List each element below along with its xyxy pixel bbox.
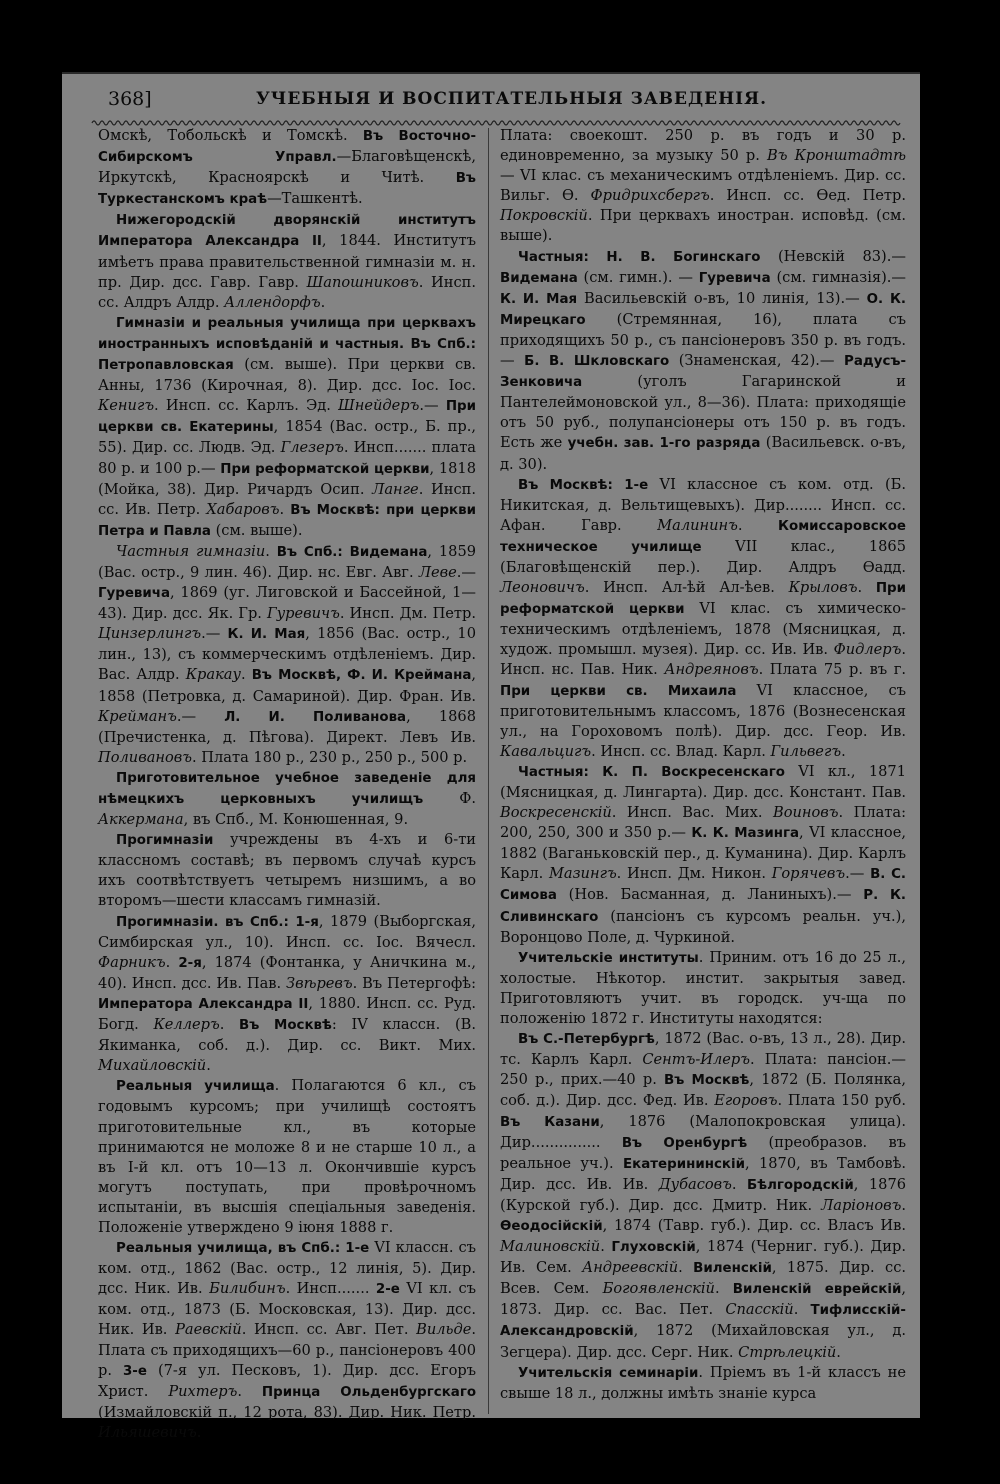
running-title: УЧЕБНЫЯ И ВОСПИТАТЕЛЬНЫЯ ЗАВЕДЕНІЯ. <box>256 89 767 109</box>
text-run: . <box>206 1057 211 1075</box>
text-run: : IV классн. (В. Якиманка, соб. д.). Дир. сс. Викт. Мих. <box>98 1016 477 1055</box>
text-run: (см. выше). <box>210 521 303 539</box>
italic-run: Фидлеръ <box>833 641 902 659</box>
bold-run: Гуревича <box>98 586 171 602</box>
text-run: . <box>678 1259 694 1277</box>
bold-run: При реформатской церкви <box>500 581 906 618</box>
italic-run: Малиновскій <box>500 1238 601 1256</box>
italic-run: Горячевъ <box>771 865 846 883</box>
text-run: , 1818 (Мойка, 38). Дир. Ричардъ Осип. <box>98 459 477 498</box>
paragraph <box>98 210 476 312</box>
text-run: VI классн. съ ком. отд., 1862 (Вас. остр., 12 линія, 5). Дир. дсс. Ник. Ив. <box>98 1239 476 1298</box>
italic-run: Вильде <box>416 1321 472 1339</box>
text-run: (пансіонъ съ курсомъ реальн. уч.), Воронцово Поле, д. Чуркиной. <box>500 907 906 946</box>
text-run: , VI классное, 1882 (Ваганьковскій пер., д. Куманина). Дир. Карлъ Карл. <box>500 824 906 883</box>
italic-run: Ларіоновъ <box>821 1196 902 1214</box>
paragraph <box>500 948 906 1029</box>
text-run: . <box>793 1301 811 1319</box>
bold-run: Виленскій <box>693 1261 772 1277</box>
italic-run: Шнейдеръ <box>338 397 420 415</box>
column-divider <box>488 128 489 1414</box>
italic-run: Мазингъ <box>548 865 617 883</box>
italic-run: Крейманъ <box>98 707 177 725</box>
text-run: VI кл. съ ком. отд., 1873 (Б. Московская, 13). Дир. дсс. Ник. Ив. <box>98 1280 477 1339</box>
bold-run: Виленскій еврейскій <box>732 1282 902 1298</box>
text-run: , 1844. Институтъ имѣетъ права правительственной гимназіи м. н. пр. Дир. дсс. Гавр. Гавр. <box>98 232 476 291</box>
italic-run: Келлеръ <box>153 1016 220 1034</box>
bold-run: Р. К. Сливинскаго <box>500 888 906 925</box>
text-run: , 1869 (уг. Лиговской и Бассейной, 1—43). Дир. дсс. Як. Гр. <box>98 584 476 623</box>
text-run: , 1874 (Фонтанка, у Аничкина м., 40). Инсп. дсс. Ив. Пав. <box>98 953 476 992</box>
bold-run: Б. В. Шкловскаго <box>524 354 670 370</box>
paragraph <box>500 1029 906 1363</box>
text-run: . <box>600 1238 612 1256</box>
text-run: (Стремянная, 16), плата съ приходящихъ 50 р., съ пансіонеровъ 350 р. въ годъ.— <box>500 310 906 370</box>
bold-run: Приготовительное учебное заведеніе для нѣмецкихъ церковныхъ училищъ <box>98 770 476 807</box>
text-run: (Измайловскій п., 12 рота, 83). Дир. Ник. Петр. <box>98 1403 476 1421</box>
text-run: (уголъ Гагаринской и Пантелеймоновской ул., 8—36). Плата: приходящіе отъ 50 руб., полупансіонеры отъ 150 р. въ годъ. Есть же <box>500 373 906 452</box>
italic-run: Кавальцигъ <box>500 742 592 760</box>
bold-run: Частныя: К. П. Воскресенскаго <box>518 764 785 780</box>
italic-run: Михайловскій <box>98 1057 207 1075</box>
bold-run: Екатерининскій <box>623 1156 745 1172</box>
text-run: Омскѣ, Тобольскѣ и Томскѣ. <box>98 127 363 144</box>
bold-run: Радусъ-Зенковича <box>500 354 906 391</box>
bold-run: К. И. Мая <box>500 291 578 307</box>
page-top-rule <box>62 72 920 74</box>
text-run: . <box>240 666 252 684</box>
text-run: . Инсп. нс. Пав. Ник. <box>500 641 906 679</box>
text-run: (7-я ул. Песковъ, 1). Дир. дсс. Егоръ Христ. <box>98 1361 476 1400</box>
text-run: (Знаменская, 42).— <box>669 352 845 370</box>
italic-run: Глезеръ <box>280 439 344 457</box>
text-run: . <box>731 1175 748 1193</box>
bold-run: Въ Казани <box>500 1114 600 1130</box>
text-run: .— <box>201 625 228 643</box>
text-run: VII клас., 1865 (Благовѣщенскій пер.). Дир. Алдръ Ѳадд. <box>500 537 906 576</box>
text-run: , 1874 (Тавр. губ.). Дир. сс. Власъ Ив. <box>602 1216 906 1234</box>
text-run: — VI клас. съ механическимъ отдѣленіемъ. Дир. сс. Вильг. Ѳ. <box>500 167 906 205</box>
text-run: . Инсп. сс. Влад. Карл. <box>591 742 771 760</box>
text-run: . Инсп. Дм. Никон. <box>616 865 772 883</box>
italic-run: Гильвегъ <box>770 742 842 760</box>
text-run: VI классное съ ком. отд. (Б. Никитская, д. Вельтищевыхъ). Дир........ Инсп. сс. Афан. Гавр. <box>500 475 906 534</box>
text-run: , 1876 (Малопокровская улица). Дир............... <box>500 1112 906 1151</box>
italic-run: Поливановъ <box>98 748 193 766</box>
italic-run: Рихтеръ <box>168 1382 238 1400</box>
paragraph <box>98 912 476 1077</box>
italic-run: Андреяновъ <box>664 661 759 679</box>
text-run: . Инсп....... плата 80 р. и 100 р.— <box>98 439 476 477</box>
italic-run: Богоявленскій <box>602 1280 715 1298</box>
bold-run: Въ Москвѣ: при церкви Петра и Павла <box>98 502 476 539</box>
text-run: , 1859 (Вас. остр., 9 лин. 46). Дир. нс. Евг. Авг. <box>98 542 477 581</box>
text-run: . Инсп. сс. Ѳед. Петр. <box>709 187 906 205</box>
text-run: Ф. <box>423 790 476 807</box>
text-run: . Инсп. сс. Авг. Пет. <box>241 1321 417 1339</box>
italic-run: Билибинъ <box>209 1280 286 1298</box>
italic-run: Покровскій <box>500 207 588 225</box>
text-run: . <box>196 1423 202 1441</box>
bold-run: Въ Оренбургѣ <box>621 1135 748 1151</box>
italic-run: Леоновичъ <box>500 579 585 597</box>
bold-run: К. И. Мая <box>227 627 306 643</box>
bold-run: Тифлисскій-Александровскій <box>500 1303 906 1340</box>
text-run: .— <box>176 707 225 725</box>
text-run: , 1874 (Черниг. губ.). Дир. Ив. Сем. <box>500 1238 906 1277</box>
bold-run: Въ Москвѣ <box>239 1018 332 1034</box>
text-run: . <box>320 293 326 311</box>
text-run: . <box>265 542 277 560</box>
italic-run: Стрѣлецкій <box>738 1343 837 1361</box>
bold-run: 2-я <box>178 955 202 971</box>
paragraph <box>500 247 906 475</box>
text-run: , 1858 (Петровка, д. Самариной). Дир. Фран. Ив. <box>98 666 476 705</box>
text-run: . Плата: 200, 250, 300 и 350 р.— <box>500 804 906 842</box>
paragraph <box>98 830 476 911</box>
text-run: . <box>836 1343 841 1361</box>
text-run: VI кл., 1871 (Мясницкая, д. Лингарта). Дир. дсс. Констант. Пав. <box>500 762 906 801</box>
text-run: —Ташкентѣ. <box>267 190 363 208</box>
italic-run: Частныя гимназіи <box>116 542 266 560</box>
paragraph <box>98 768 476 830</box>
bold-run: Ѳеодосійскій <box>500 1218 603 1234</box>
italic-run: Малининъ <box>657 516 738 534</box>
italic-run: Хабаровъ <box>206 500 280 518</box>
text-run: . Плата 180 р., 230 р., 250 р., 500 р. <box>192 748 468 766</box>
page-number: 368] <box>108 88 152 110</box>
bold-run: Въ Москвѣ, Ф. И. Креймана <box>251 668 472 684</box>
text-run: . Приним. отъ 16 до 25 л., холостые. Нѣкотор. инстит. закрытыя завед. Приготовляютъ учит. въ городск. уч-ща по положенію 1872 г. Институты находятся: <box>500 948 907 1028</box>
text-run: , 1873. Дир. сс. Вас. Пет. <box>500 1280 907 1319</box>
text-run: . Инсп. Дм. Петр. <box>339 605 476 623</box>
text-run: . Плата 150 руб. <box>777 1092 906 1110</box>
text-run: , 1880. Инсп. сс. Руд. Богд. <box>98 994 476 1034</box>
text-run: , 1879 (Выборгская, Симбирская ул., 10). Инсп. сс. Іос. Вячесл. <box>98 912 476 951</box>
text-run: VI классное, съ приготовительнымъ классомъ, 1876 (Вознесенская ул., на Гороховомъ полѣ). Дир. дсс. Геор. Ив. <box>500 681 906 740</box>
bold-run: Въ Спб.: Видемана <box>276 544 428 560</box>
text-run: , въ Спб., М. Конюшенная, 9. <box>183 811 409 829</box>
bold-run: Въ Туркестанскомъ краѣ <box>98 171 476 208</box>
bold-run: Частныя: Н. В. Богинскаго <box>518 249 761 265</box>
italic-run: Леве <box>418 563 457 581</box>
text-run: . Пріемъ въ 1-й классъ не свыше 18 л., должны имѣть знаніе курса <box>500 1363 906 1402</box>
italic-run: Аллендорфъ <box>224 293 321 311</box>
italic-run: Ильяшевичъ <box>98 1423 197 1441</box>
text-run: , 1872 (Михайловская ул., д. Зегцера). Дир. дсс. Серг. Ник. <box>500 1322 906 1361</box>
bold-run: К. К. Мазинга <box>691 826 800 842</box>
text-run: (преобразов. въ реальное уч.). <box>500 1133 906 1172</box>
bold-run: Гимназіи и реальныя училища при церквахъ иностранныхъ исповѣданій и частныя. Въ Спб.: Петропавловская <box>98 315 476 374</box>
italic-run: Въ Кронштадтѣ <box>767 147 906 165</box>
bold-run: Прогимназіи <box>116 833 214 849</box>
text-run: . Инсп. сс. Алдръ Алдр. <box>98 273 476 311</box>
text-run: . Плата: пансіон.—250 р., прих.—40 р. <box>500 1051 906 1089</box>
text-run: . Плата съ приходящихъ—60 р., пансіонеровъ 400 р. <box>98 1321 476 1379</box>
bold-run: Бѣлгородскій <box>747 1177 854 1193</box>
bold-run: Нижегородскій дворянскій институтъ Императора Александра II <box>98 213 476 250</box>
paragraph <box>500 475 906 762</box>
text-run: . <box>714 1280 733 1298</box>
paragraph <box>98 126 476 210</box>
text-run: . При церквахъ иностран. исповѣд. (см. выше). <box>500 207 906 245</box>
italic-run: Фарникъ <box>98 953 166 971</box>
text-run: . Инсп. сс. Карлъ. Эд. <box>154 397 339 415</box>
italic-run: Шапошниковъ <box>306 273 419 291</box>
bold-run: Реальныя училища, въ Спб.: 1-е <box>116 1241 370 1257</box>
text-run: , 1875. Дир. сс. Всев. Сем. <box>500 1259 907 1298</box>
text-run: . <box>901 1196 906 1214</box>
italic-run: Звѣревъ <box>285 974 353 992</box>
paragraph <box>98 542 476 768</box>
text-run: . Плата 75 р. въ г. <box>758 661 906 679</box>
italic-run: Сентъ-Илеръ <box>642 1051 750 1069</box>
bold-run: учебн. зав. 1-го разряда <box>567 436 761 452</box>
italic-run: Егоровъ <box>714 1092 778 1110</box>
text-run: —Благовѣщенскѣ, Иркутскѣ, Красноярскѣ и Читѣ. <box>98 148 476 187</box>
text-run: . Инсп. Вас. Мих. <box>611 804 773 822</box>
bold-run: Въ С.-Петербургѣ <box>518 1032 655 1048</box>
italic-run: Аккермана <box>98 811 184 829</box>
text-run: VI клас. съ химическо-техническимъ отдѣленіемъ, 1878 (Мясницкая, д. худож. промышл. музея). Дир. сс. Ив. Ив. <box>500 600 906 659</box>
text-run: . <box>857 579 876 597</box>
text-run: . <box>737 516 779 534</box>
bold-run: Реальныя училища <box>116 1079 275 1095</box>
text-run: , 1870, въ Тамбовѣ. Дир. дсс. Ив. Ив. <box>500 1154 907 1193</box>
bold-run: 2-е <box>375 1282 400 1298</box>
text-run: , 1872 (Вас. о-въ, 13 л., 28). Дир. тс. Карлъ Карл. <box>500 1030 906 1069</box>
left-column <box>98 126 477 1441</box>
text-run: (Нов. Басманная, д. Ланиныхъ).— <box>556 886 864 904</box>
bold-run: Прогимназіи. въ Спб.: 1-я <box>116 914 319 930</box>
text-run: . Инсп. Ал-ѣй Ал-ѣев. <box>584 579 789 597</box>
italic-run: Спасскій <box>725 1301 794 1319</box>
italic-run: Крыловъ <box>788 579 858 597</box>
bold-run: Глуховскій <box>611 1240 696 1256</box>
text-run: . Инсп. сс. Ив. Петр. <box>98 480 476 518</box>
text-run: Плата: своекошт. 250 р. въ годъ и 30 р. единовременно, за музыку 50 р. <box>500 127 906 165</box>
bold-run: Учительскіе институты <box>518 950 699 966</box>
book-page <box>62 72 920 1441</box>
text-run: . Полагаются 6 кл., съ годовымъ курсомъ; при училищѣ состоятъ приготовительные кл., въ которые принимаются не моложе 8 и не старше 10 л., а въ І-й кл. отъ 10—13 л. Окончившіе курсъ могутъ поступать, при провѣрочномъ испытаніи, въ высшія спеціальныя заведенія. Положеніе утверждено 9 іюня 1888 г. <box>98 1077 476 1236</box>
text-run: (см. выше). При церкви св. Анны, 1736 (Кирочная, 8). Дир. дсс. Іос. Іос. <box>98 356 476 395</box>
text-run: , 1872 (Б. Полянка, соб. д.). Дир. дсс. Фед. Ив. <box>500 1071 907 1110</box>
text-run: . <box>165 953 179 971</box>
bold-run: 3-е <box>122 1363 147 1379</box>
text-run: Васильевскій о-въ, 10 линія, 13).— <box>577 289 867 307</box>
italic-run: Раевскій <box>175 1321 242 1339</box>
bold-run: Принца Ольденбургскаго <box>261 1384 477 1400</box>
bold-run: Учительскія семинаріи <box>518 1365 699 1381</box>
italic-run: Фридрихсбергъ <box>590 187 710 205</box>
bold-run: Гуревича <box>698 270 771 286</box>
text-run: .— <box>456 563 476 581</box>
text-run: . Инсп....... <box>285 1280 376 1298</box>
bold-run: О. К. Мирецкаго <box>500 291 907 328</box>
paragraph <box>98 1238 476 1443</box>
text-run: , 1854 (Вас. остр., Б. пр., 55). Дир. сс. Людв. Эд. <box>98 418 476 457</box>
bold-run: Видемана <box>500 270 578 286</box>
text-run: , 1868 (Пречистенка, д. Пѣгова). Директ. Левъ Ив. <box>98 707 476 746</box>
page-header <box>108 88 898 116</box>
text-run: . Въ Петергофѣ: <box>352 974 476 992</box>
text-run: . <box>219 1016 240 1034</box>
paragraph <box>500 126 906 247</box>
text-run: , 1876 (Курской губ.). Дир. дсс. Дмитр. Ник. <box>500 1175 907 1214</box>
bold-run: Л. И. Поливанова <box>224 709 407 725</box>
italic-run: Ланге <box>372 480 419 498</box>
text-run: . <box>237 1382 262 1400</box>
paragraph <box>500 1363 906 1404</box>
text-run: (Васильевск. о-въ, д. 30). <box>500 434 907 473</box>
bold-run: Въ Москвѣ <box>664 1073 750 1089</box>
italic-run: Воиновъ <box>772 804 839 822</box>
bold-run: При церкви св. Михаила <box>500 683 737 699</box>
italic-run: Кракау <box>185 666 241 684</box>
italic-run: Гуревичъ <box>267 605 340 623</box>
bold-run: Комиссаровское техническое училище <box>500 518 906 555</box>
bold-run: При реформатской церкви <box>220 461 430 477</box>
bold-run: При церкви св. Екатерины <box>98 399 476 436</box>
bold-run: Императора Александра II <box>98 996 309 1012</box>
italic-run: Дубасовъ <box>658 1175 732 1193</box>
text-run: . <box>279 500 291 518</box>
italic-run: Андреевскій <box>582 1259 679 1277</box>
bold-run: Въ Москвѣ: 1-е <box>518 477 649 493</box>
paragraph <box>98 313 476 542</box>
bold-run: Въ Восточно-Сибирскомъ Управл. <box>98 129 477 166</box>
text-run: (Невскій 83).— <box>760 247 906 265</box>
italic-run: Воскресенскій <box>500 804 612 822</box>
paragraph <box>98 1076 476 1238</box>
italic-run: Цинзерлингъ <box>98 625 202 643</box>
bold-run: В. С. Симова <box>500 867 906 904</box>
text-run: (см. гимн.). — <box>577 268 699 286</box>
text-run: (см. гимназія).— <box>770 268 906 286</box>
text-run: учреждены въ 4-хъ и 6-ти классномъ составѣ; въ первомъ случаѣ курсъ ихъ соотвѣтствуетъ четыремъ низшимъ, а во второмъ—шести классамъ гимназій. <box>98 831 476 910</box>
text-run: .— <box>419 397 446 415</box>
text-run: , 1856 (Вас. остр., 10 лин., 13), съ коммерческимъ отдѣленіемъ. Дир. Вас. Алдр. <box>98 625 476 684</box>
paragraph <box>500 762 906 948</box>
text-run: .— <box>845 865 871 883</box>
italic-run: Кенигъ <box>98 397 155 415</box>
right-column <box>500 126 906 1416</box>
text-run: . <box>841 742 846 760</box>
tilde-rule-line <box>92 121 900 125</box>
